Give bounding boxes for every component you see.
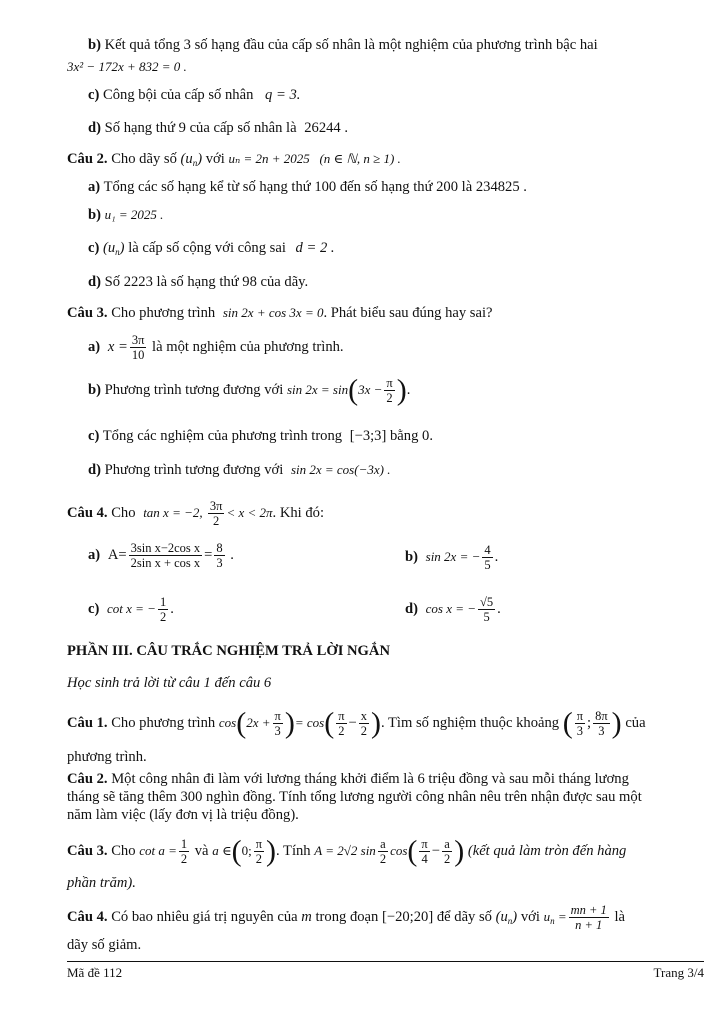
short-question-2: Câu 2. Một công nhân đi làm với lương tháng khởi điểm là 6 triệu đồng và sau mỗi tháng lương bbox=[67, 771, 629, 787]
short-question-4-wrap: dãy số giảm. bbox=[67, 937, 142, 953]
item-3b: b) Phương trình tương đương với sin 2x = sin(3x − $\frac{\pi}{2}$ ). bbox=[88, 373, 411, 407]
item-3d: d) Phương trình tương đương với sin 2x = cos(−3x) . bbox=[88, 462, 391, 478]
item-1c: c) Công bội của cấp số nhân q = 3. bbox=[88, 87, 301, 103]
item-4d: d) cos x = − $\frac{√5}{5}$ . bbox=[405, 595, 501, 625]
item-4b: b) sin 2x = − $\frac{4}{5}$ . bbox=[405, 543, 499, 573]
question-2: Câu 2. Cho dãy số $(u_n)$ với uₙ = 2n + 2025 (n ∈ ℕ, n ≥ 1) . bbox=[67, 151, 401, 168]
question-3: Câu 3. Cho phương trình sin 2x + cos 3x = 0. Phát biểu sau đúng hay sai? bbox=[67, 305, 493, 321]
short-question-3: Câu 3. Cho cot a = $\frac{1}{2}$ và a ∈(0; $\frac{\pi}{2}$ ). Tính A = 2√2 sin $\frac{a}{2}$ cos( $\frac{\pi}{4}$ − $\frac{a}{2}$ ) (kết quả làm tròn đến hàng bbox=[67, 834, 627, 868]
item-2c: c) $(u_n)$ là cấp số cộng với công sai d = 2 . bbox=[88, 240, 335, 257]
short-question-3-wrap: phần trăm). bbox=[67, 875, 136, 891]
equation-1b: 3x² − 172x + 832 = 0 . bbox=[67, 59, 187, 74]
question-4: Câu 4. Cho tan x = −2, $\frac{3\pi}{2}$ < x < 2π. Khi đó: bbox=[67, 499, 324, 529]
item-1d: d) Số hạng thứ 9 của cấp số nhân là 26244 . bbox=[88, 120, 348, 136]
item-2d: d) Số 2223 là số hạng thứ 98 của dãy. bbox=[88, 274, 309, 290]
item-3c: c) Tổng các nghiệm của phương trình trong [−3;3] bằng 0. bbox=[88, 428, 433, 444]
item-1b: b) Kết quả tổng 3 số hạng đầu của cấp số nhân là một nghiệm của phương trình bậc hai bbox=[88, 37, 598, 53]
item-2a: a) Tổng các số hạng kể từ số hạng thứ 100 đến số hạng thứ 200 là 234825 . bbox=[88, 179, 527, 195]
section-title: PHẦN III. CÂU TRẮC NGHIỆM TRẢ LỜI NGẮN bbox=[67, 643, 390, 659]
footer-divider bbox=[67, 961, 704, 962]
footer-page-number: Trang 3/4 bbox=[653, 965, 704, 980]
short-question-1-wrap: phương trình. bbox=[67, 749, 147, 765]
item-4c: c) cot x = − $\frac{1}{2}$ . bbox=[88, 595, 174, 625]
short-question-2-line3: năm làm việc (lấy đơn vị là triệu đồng). bbox=[67, 807, 299, 823]
section-subtitle: Học sinh trả lời từ câu 1 đến câu 6 bbox=[67, 675, 272, 691]
item-2b: b) u₁ = 2025 . bbox=[88, 207, 164, 223]
item-3a: a) x = $\frac{3\pi}{10}$ là một nghiệm của phương trình. bbox=[88, 333, 344, 363]
short-question-1: Câu 1. Cho phương trình cos(2x + $\frac{\pi}{3}$ )= cos( $\frac{\pi}{2}$ − $\frac{x}{2}$ ). Tìm số nghiệm thuộc khoảng ( $\frac{\pi}{3}$ ; $\frac{8\pi}{3}$ ) của bbox=[67, 706, 646, 740]
item-4a: a) A= $\frac{\text{3sin x−2cos x}}{\text{2sin x + cos x}}$ = $\frac{8}{3}$ . bbox=[88, 541, 234, 571]
footer-code: Mã đề 112 bbox=[67, 965, 123, 980]
short-question-4: Câu 4. Có bao nhiêu giá trị nguyên của m trong đoạn [−20;20] để dãy số $(u_n)$ với $u_n$ = $\frac{mn + 1}{n + 1}$ là bbox=[67, 903, 626, 933]
short-question-2-line2: tháng sẽ tăng thêm 300 nghìn đồng. Tính tổng lương người công nhân nêu trên nhận được sau một bbox=[67, 789, 642, 805]
